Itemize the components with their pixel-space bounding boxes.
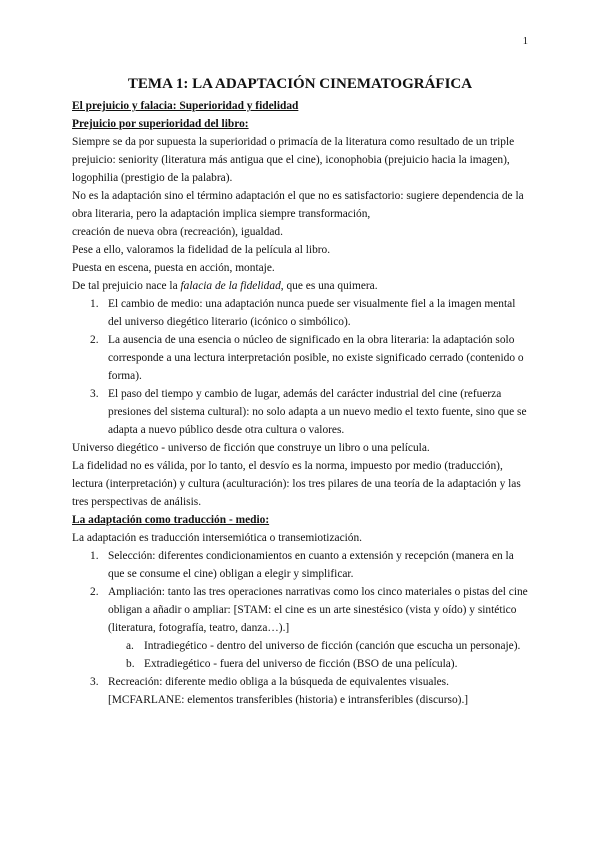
list-number: 1. <box>90 298 99 310</box>
list-text: El cambio de medio: una adaptación nunca puede ser visualmente fiel a la imagen mental del universo diegético literario (icónico o simbólico). <box>108 298 516 328</box>
list-number: 2. <box>90 334 99 346</box>
list-text: La ausencia de una esencia o núcleo de significado en la obra literaria: la adaptación solo corresponde a una lectura interpretación posible, no existe significado cerrado (contenido o forma). <box>108 334 524 382</box>
paragraph: No es la adaptación sino el término adaptación el que no es satisfactorio: sugiere dependencia de la obra literaria, pero la adaptación implica siempre transformación, <box>72 190 524 220</box>
paragraph: La adaptación es traducción intersemiótica o transemiotización. <box>72 532 363 544</box>
list-number: 3. <box>90 388 99 400</box>
list-item <box>72 673 528 709</box>
list-text: El paso del tiempo y cambio de lugar, además del carácter industrial del cine (refuerza presiones del sistema cultural): no solo adapta a un nuevo medio el texto fuente, sino que se adapta a nuevo público desde otra cultura o valores. <box>108 388 527 436</box>
list-number: 3. <box>90 676 99 688</box>
paragraph: Universo diegético - universo de ficción que construye un libro o una película. <box>72 442 430 454</box>
lettered-sublist <box>108 637 528 673</box>
section-heading: La adaptación como traducción - medio: <box>72 514 270 526</box>
list-text: Selección: diferentes condicionamientos en cuanto a extensión y recepción (manera en la que se consume el cine) obligan a elegir y simplificar. <box>108 550 514 580</box>
text-span: De tal prejuicio nace la <box>72 280 181 292</box>
list-item <box>72 547 528 583</box>
list-item <box>72 331 528 385</box>
list-text: Ampliación: tanto las tres operaciones narrativas como los cinco materiales o pistas del cine obligan a añadir o ampliar: [STAM: el cine es un arte sinestésico (vista y oído) y sintético (literatura, fotografía, teatro, danza…).] <box>108 586 528 634</box>
list-item <box>72 583 528 673</box>
numbered-list <box>72 295 528 439</box>
sublist-item <box>72 655 528 673</box>
subsection-heading: Prejuicio por superioridad del libro: <box>72 118 249 130</box>
text-span: , que es una quimera. <box>280 280 378 292</box>
list-number: 2. <box>90 586 99 598</box>
paragraph: Puesta en escena, puesta en acción, montaje. <box>72 262 275 274</box>
list-item <box>72 295 528 331</box>
paragraph: La fidelidad no es válida, por lo tanto, el desvío es la norma, impuesto por medio (traducción), lectura (interpretación) y cultura (aculturación): los tres pilares de una teoría de la adaptación y las tres perspectivas de análisis. <box>72 460 521 508</box>
sublist-item <box>72 637 528 655</box>
paragraph: creación de nueva obra (recreación), igualdad. <box>72 226 283 238</box>
paragraph-fallacy <box>72 277 528 295</box>
paragraph: Siempre se da por supuesta la superioridad o primacía de la literatura como resultado de un triple prejuicio: seniority (literatura más antigua que el cine), iconophobia (prejuicio hacia la imagen), logophilia (prestigio de la palabra). <box>72 136 515 184</box>
sublist-text: Extradiegético - fuera del universo de ficción (BSO de una película). <box>144 658 458 670</box>
document-title: TEMA 1: LA ADAPTACIÓN CINEMATOGRÁFICA <box>127 76 473 92</box>
list-item <box>72 385 528 439</box>
list-number: 1. <box>90 550 99 562</box>
emphasis-term: falacia de la fidelidad <box>180 280 281 292</box>
numbered-list <box>72 547 528 709</box>
sublist-letter: a. <box>126 640 134 652</box>
sublist-text: Intradiegético - dentro del universo de ficción (canción que escucha un personaje). <box>144 640 521 652</box>
sublist-letter: b. <box>126 658 135 670</box>
page-number: 1 <box>522 36 528 47</box>
document-body <box>72 74 528 709</box>
paragraph: Pese a ello, valoramos la fidelidad de la película al libro. <box>72 244 331 256</box>
list-text: Recreación: diferente medio obliga a la búsqueda de equivalentes visuales. [MCFARLANE: elementos transferibles (historia) e intransferibles (discurso).] <box>108 676 469 706</box>
section-heading: El prejuicio y falacia: Superioridad y fidelidad <box>72 100 299 112</box>
